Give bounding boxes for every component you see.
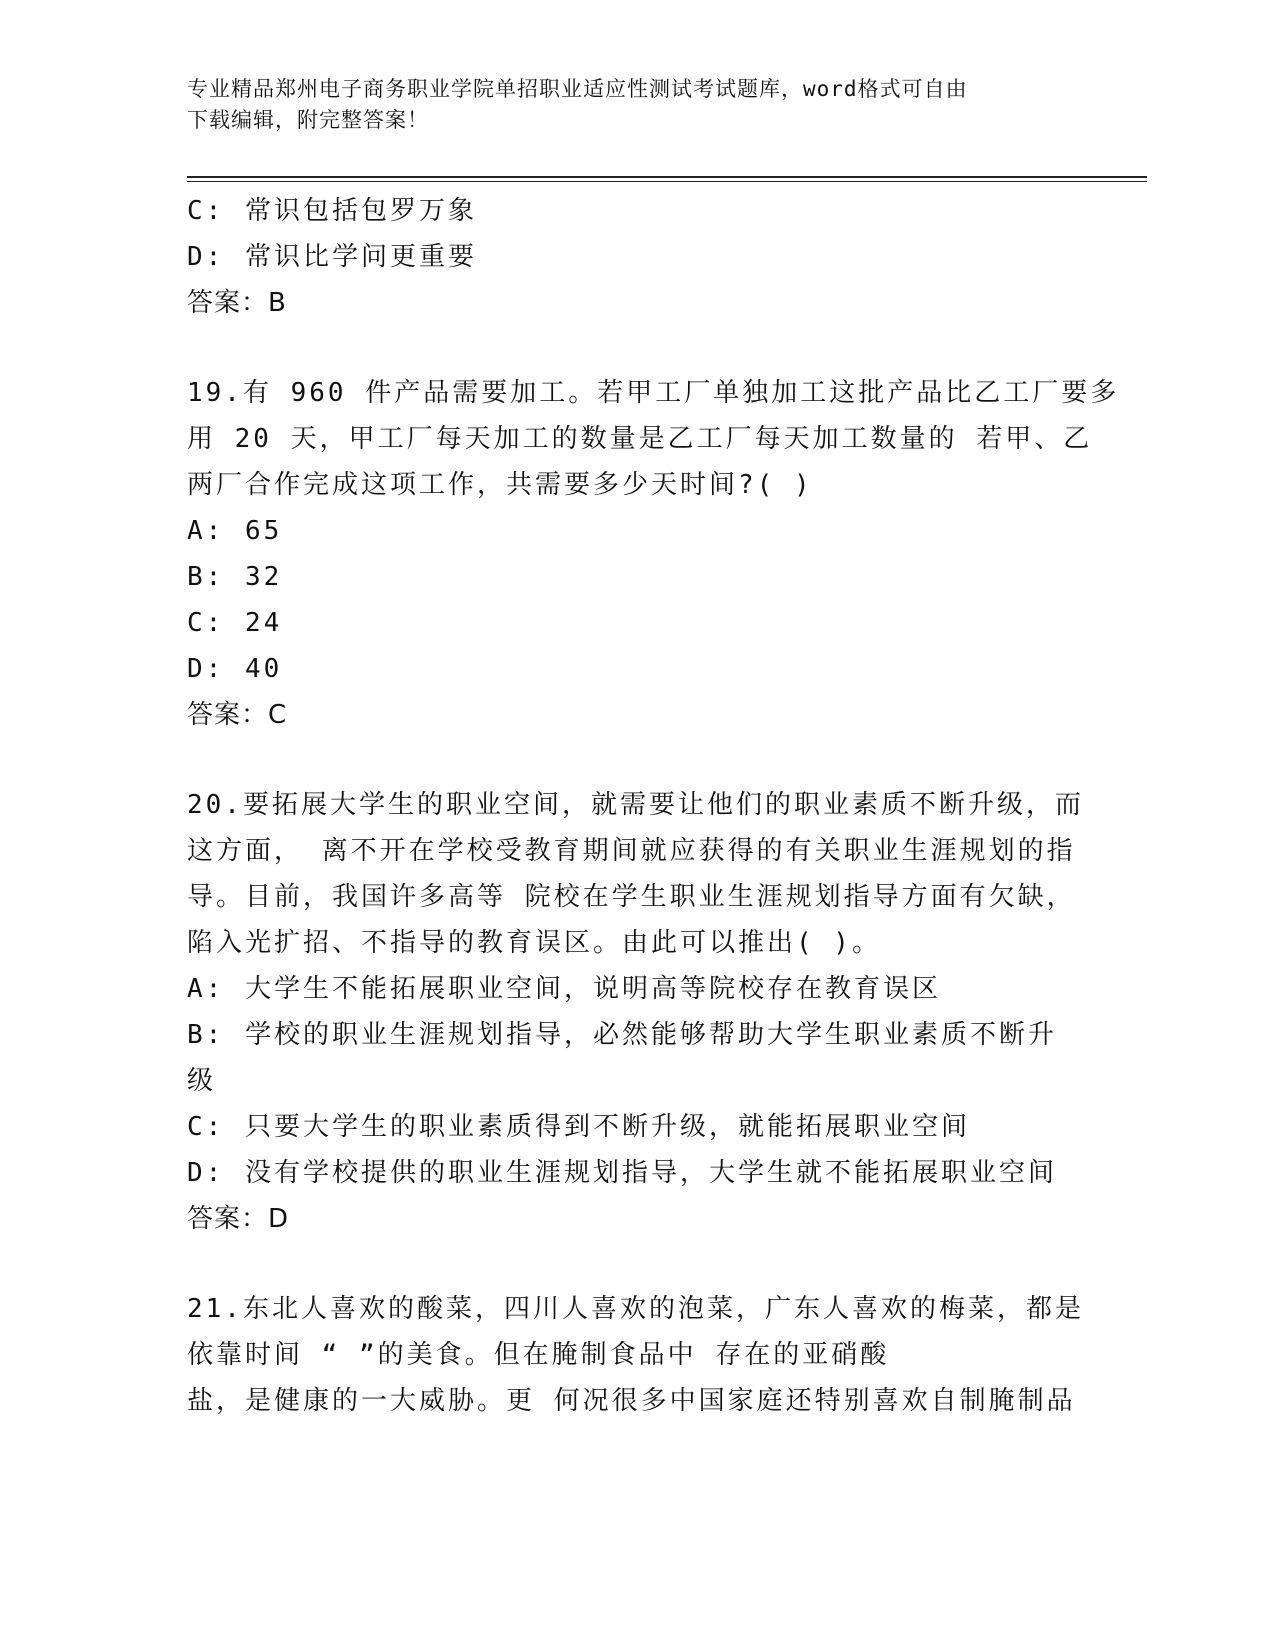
header-divider-thin [187, 181, 1147, 182]
option-d [187, 646, 1067, 692]
page-header [187, 74, 1067, 136]
option-c [187, 600, 1067, 646]
option-text: 大学生不能拓展职业空间，说明高等院校存在教育误区 [245, 974, 942, 1004]
question-stem-line: 陷入光扩招、不指导的教育误区。由此可以推出( )。 [187, 928, 881, 958]
header-divider-thick [187, 176, 1147, 178]
option-text: 常识包括包罗万象 [245, 196, 478, 226]
option-letter: B: [187, 562, 225, 592]
answer-line: 答案：B [187, 288, 287, 318]
header-line-2: 下载编辑，附完整答案！ [187, 108, 429, 132]
option-c [187, 1104, 1067, 1150]
question-stem-line: 导。目前，我国许多高等 院校在学生职业生涯规划指导方面有欠缺， [187, 882, 1076, 912]
option-letter: C: [187, 608, 225, 638]
option-letter: B: [187, 1020, 225, 1050]
question-21 [187, 1286, 1084, 1424]
option-letter: C: [187, 196, 225, 226]
option-letter: A: [187, 974, 225, 1004]
option-text: 40 [245, 654, 283, 684]
option-d [187, 234, 1067, 280]
option-letter: D: [187, 654, 225, 684]
option-text: 没有学校提供的职业生涯规划指导，大学生就不能拓展职业空间 [245, 1158, 1058, 1188]
question-stem-line: 用 20 天，甲工厂每天加工的数量是乙工厂每天加工数量的 若甲、乙 [187, 424, 1093, 454]
document-body [187, 188, 1120, 1424]
option-b-continuation [187, 1058, 1067, 1104]
question-stem-line: 这方面， 离不开在学校受教育期间就应获得的有关职业生涯规划的指 [187, 836, 1076, 866]
question-19 [187, 370, 1120, 738]
answer-line: 答案：D [187, 1204, 290, 1234]
option-b [187, 554, 1067, 600]
option-letter: A: [187, 516, 225, 546]
option-letter: D: [187, 1158, 225, 1188]
option-text: 65 [245, 516, 283, 546]
option-c [187, 188, 1067, 234]
header-line-1: 专业精品郑州电子商务职业学院单招职业适应性测试考试题库，word格式可自由 [187, 77, 968, 101]
answer-line: 答案：C [187, 700, 288, 730]
option-a [187, 508, 1067, 554]
option-text: 级 [187, 1066, 217, 1096]
option-text: 常识比学问更重要 [245, 242, 478, 272]
question-stem-line: 两厂合作完成这项工作，共需要多少天时间?( ) [187, 470, 813, 500]
question-18 [187, 188, 1067, 326]
option-text: 只要大学生的职业素质得到不断升级，就能拓展职业空间 [245, 1112, 971, 1142]
question-stem-line: 19.有 960 件产品需要加工。若甲工厂单独加工这批产品比乙工厂要多 [187, 378, 1120, 408]
question-stem-line: 依靠时间 “ ”的美食。但在腌制食品中 存在的亚硝酸 [187, 1340, 890, 1370]
option-b [187, 1012, 1067, 1058]
option-text: 学校的职业生涯规划指导，必然能够帮助大学生职业素质不断升 [245, 1020, 1058, 1050]
question-20 [187, 782, 1084, 1242]
option-a [187, 966, 1067, 1012]
option-text: 24 [245, 608, 283, 638]
option-letter: C: [187, 1112, 225, 1142]
option-d [187, 1150, 1067, 1196]
question-stem-line: 20.要拓展大学生的职业空间，就需要让他们的职业素质不断升级，而 [187, 790, 1084, 820]
question-stem-line: 21.东北人喜欢的酸菜，四川人喜欢的泡菜，广东人喜欢的梅菜，都是 [187, 1294, 1084, 1324]
question-stem-line: 盐，是健康的一大威胁。更 何况很多中国家庭还特别喜欢自制腌制品 [187, 1386, 1076, 1416]
option-letter: D: [187, 242, 225, 272]
option-text: 32 [245, 562, 283, 592]
